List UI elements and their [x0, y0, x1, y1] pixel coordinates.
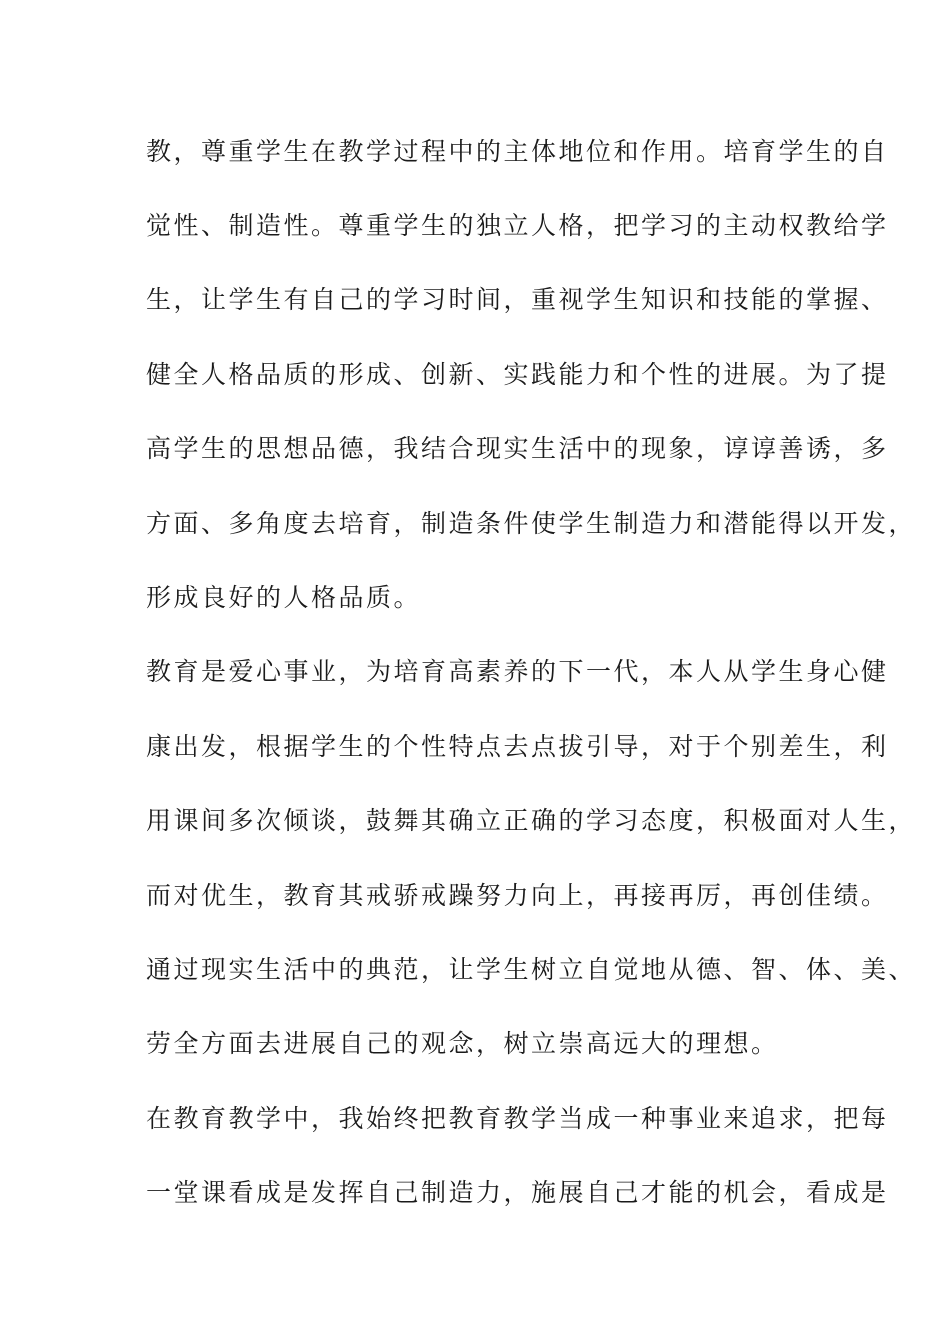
- text-line: 而对优生，教育其戒骄戒躁努力向上，再接再厉，再创佳绩。: [146, 881, 889, 910]
- text-line: 一堂课看成是发挥自己制造力，施展自己才能的机会，看成是: [146, 1178, 889, 1207]
- text-line: 康出发，根据学生的个性特点去点拔引导，对于个别差生，利: [146, 732, 889, 761]
- text-line: 方面、多角度去培育，制造条件使学生制造力和潜能得以开发，: [146, 509, 917, 538]
- text-line: 觉性、制造性。尊重学生的独立人格，把学习的主动权教给学: [146, 211, 889, 240]
- text-line: 教育是爱心事业，为培育高素养的下一代，本人从学生身心健: [146, 657, 889, 686]
- text-line: 用课间多次倾谈，鼓舞其确立正确的学习态度，积极面对人生，: [146, 806, 917, 835]
- text-line: 高学生的思想品德，我结合现实生活中的现象，谆谆善诱，多: [146, 434, 889, 463]
- text-line: 通过现实生活中的典范，让学生树立自觉地从德、智、体、美、: [146, 955, 917, 984]
- text-line: 生，让学生有自己的学习时间，重视学生知识和技能的掌握、: [146, 285, 889, 314]
- text-line: 健全人格品质的形成、创新、实践能力和个性的进展。为了提: [146, 360, 889, 389]
- text-line: 劳全方面去进展自己的观念，树立崇高远大的理想。: [146, 1029, 779, 1058]
- text-line: 形成良好的人格品质。: [146, 583, 422, 612]
- text-line: 教，尊重学生在教学过程中的主体地位和作用。培育学生的自: [146, 137, 889, 166]
- text-line: 在教育教学中，我始终把教育教学当成一种事业来追求，把每: [146, 1104, 889, 1133]
